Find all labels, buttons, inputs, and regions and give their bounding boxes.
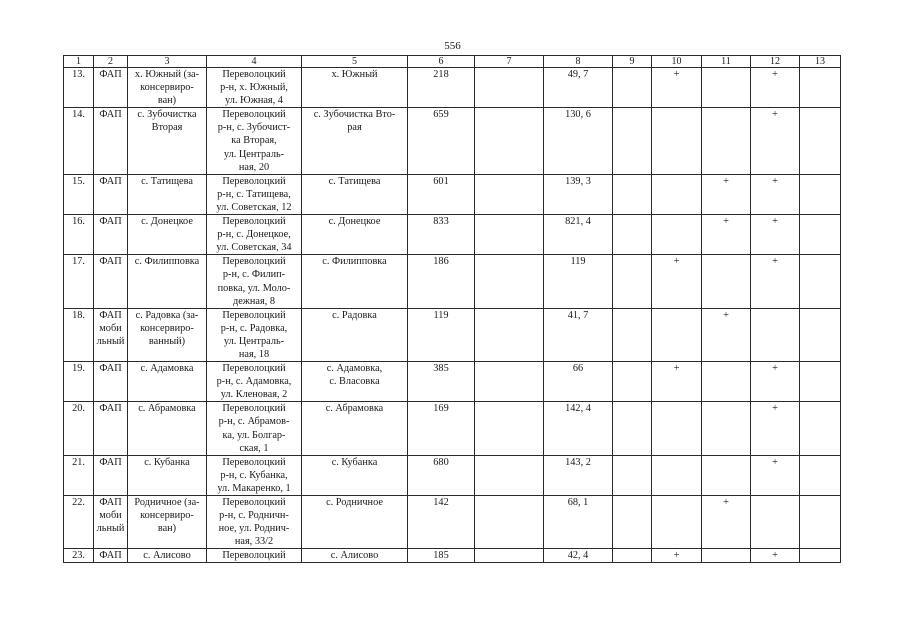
facility-name-cell-line: с. Кубанка <box>144 456 190 468</box>
address-cell-line: ная, 33/2 <box>234 536 274 548</box>
table-row <box>64 455 841 495</box>
column-header: 8 <box>544 56 613 68</box>
column-header: 12 <box>751 56 800 68</box>
column-9-cell <box>613 455 652 495</box>
served-settlements-cell <box>302 455 408 495</box>
facility-type-cell <box>94 255 128 308</box>
column-header: 11 <box>702 56 751 68</box>
column-9-cell <box>613 174 652 214</box>
facility-type-cell-line: ФАП <box>99 403 122 415</box>
area-cell: 142, 4 <box>544 402 613 455</box>
row-number-cell: 15. <box>64 174 94 214</box>
facility-type-cell <box>94 402 128 455</box>
address-cell-line: ул. Централь- <box>223 335 285 347</box>
column-11-mark-cell <box>702 68 751 108</box>
facility-name-cell-line: с. Адамовка <box>140 363 194 375</box>
column-13-cell <box>800 174 841 214</box>
address-cell <box>207 68 302 108</box>
column-7-cell <box>475 455 544 495</box>
address-cell-line: Переволоцкий <box>222 256 286 268</box>
address-cell-line: р-н, с. Радовка, <box>220 322 288 334</box>
address-cell <box>207 549 302 563</box>
facility-name-cell-line: консервиро- <box>140 322 194 334</box>
column-header: 6 <box>408 56 475 68</box>
population-cell: 119 <box>408 308 475 361</box>
address-cell-line: ная, 18 <box>238 348 270 360</box>
served-settlements-cell-line: с. Татищева <box>328 175 381 187</box>
address-cell-line: Переволоцкий <box>222 550 286 562</box>
population-cell: 385 <box>408 362 475 402</box>
facility-name-cell <box>128 362 207 402</box>
address-cell-line: Переволоцкий <box>222 497 286 508</box>
facility-name-cell-line: Родничное (за- <box>134 497 200 508</box>
served-settlements-cell-line: рая <box>347 122 362 134</box>
area-cell: 49, 7 <box>544 68 613 108</box>
address-cell <box>207 255 302 308</box>
facility-type-cell-line: моби <box>99 322 122 334</box>
facility-name-cell-line: ван) <box>157 95 177 107</box>
column-13-cell <box>800 496 841 549</box>
column-9-cell <box>613 108 652 174</box>
facility-name-cell <box>128 308 207 361</box>
row-number-cell: 20. <box>64 402 94 455</box>
column-9-cell <box>613 496 652 549</box>
address-cell-line: Переволоцкий <box>222 456 286 468</box>
header-row <box>64 56 841 68</box>
column-header: 3 <box>128 56 207 68</box>
column-11-mark-cell <box>702 255 751 308</box>
column-10-mark-cell <box>652 174 702 214</box>
column-12-mark-cell: + <box>751 402 800 455</box>
facility-name-cell-line: с. Татищева <box>141 175 193 187</box>
facility-name-cell <box>128 174 207 214</box>
facility-name-cell <box>128 215 207 255</box>
facility-name-cell <box>128 455 207 495</box>
row-number-cell: 22. <box>64 496 94 549</box>
column-12-mark-cell: + <box>751 455 800 495</box>
column-11-mark-cell <box>702 549 751 563</box>
row-number-cell: 14. <box>64 108 94 174</box>
facility-name-cell-line: ванный) <box>148 335 186 347</box>
served-settlements-cell <box>302 402 408 455</box>
column-7-cell <box>475 496 544 549</box>
column-10-mark-cell <box>652 108 702 174</box>
address-cell-line: Переволоцкий <box>222 309 286 321</box>
facility-type-cell <box>94 496 128 549</box>
served-settlements-cell-line: с. Донецкое <box>328 216 381 228</box>
served-settlements-cell-line: х. Южный <box>331 69 378 80</box>
address-cell-line: ул. Централь- <box>223 148 285 160</box>
facility-type-cell <box>94 362 128 402</box>
facility-type-cell <box>94 215 128 255</box>
address-cell-line: Переволоцкий <box>222 403 286 415</box>
served-settlements-cell <box>302 215 408 255</box>
facility-type-cell-line: ФАП <box>99 363 122 375</box>
column-12-mark-cell: + <box>751 215 800 255</box>
served-settlements-cell-line: с. Алисово <box>330 550 379 562</box>
address-cell-line: Переволоцкий <box>222 109 286 121</box>
column-13-cell <box>800 108 841 174</box>
row-number-cell: 17. <box>64 255 94 308</box>
served-settlements-cell-line: с. Кубанка <box>331 456 378 468</box>
column-11-mark-cell <box>702 455 751 495</box>
population-cell: 601 <box>408 174 475 214</box>
column-13-cell <box>800 402 841 455</box>
table-row <box>64 496 841 549</box>
column-9-cell <box>613 362 652 402</box>
facility-type-cell <box>94 455 128 495</box>
column-13-cell <box>800 362 841 402</box>
facility-type-cell-line: ФАП <box>99 109 122 121</box>
column-12-mark-cell: + <box>751 174 800 214</box>
facility-type-cell-line: льный <box>96 335 125 347</box>
column-13-cell <box>800 215 841 255</box>
address-cell-line: ка Вторая, <box>231 135 277 147</box>
column-13-cell <box>800 68 841 108</box>
address-cell-line: Переволоцкий <box>222 363 286 375</box>
column-11-mark-cell <box>702 362 751 402</box>
table-row <box>64 174 841 214</box>
facility-type-cell-line: ФАП <box>99 69 122 80</box>
column-12-mark-cell <box>751 308 800 361</box>
address-cell <box>207 402 302 455</box>
served-settlements-cell <box>302 362 408 402</box>
address-cell-line: р-н, с. Адамовка, <box>216 376 292 388</box>
column-9-cell <box>613 549 652 563</box>
facility-name-cell-line: Вторая <box>151 122 183 134</box>
served-settlements-cell-line: с. Адамовка, <box>326 363 383 375</box>
column-12-mark-cell: + <box>751 549 800 563</box>
column-7-cell <box>475 108 544 174</box>
facility-name-cell <box>128 255 207 308</box>
address-cell-line: р-н, с. Татищева, <box>217 188 291 200</box>
address-cell <box>207 308 302 361</box>
population-cell: 659 <box>408 108 475 174</box>
facility-type-cell-line: льный <box>96 523 125 535</box>
address-cell-line: Переволоцкий <box>222 175 286 187</box>
facility-type-cell-line: ФАП <box>99 216 122 228</box>
facility-register-table <box>63 55 841 563</box>
population-cell: 218 <box>408 68 475 108</box>
address-cell-line: р-н, с. Кубанка, <box>220 469 288 481</box>
column-11-mark-cell: + <box>702 215 751 255</box>
column-header: 7 <box>475 56 544 68</box>
address-cell-line: ул. Южная, 4 <box>225 95 283 107</box>
served-settlements-cell-line: с. Родничное <box>326 497 383 508</box>
column-12-mark-cell: + <box>751 255 800 308</box>
column-header: 5 <box>302 56 408 68</box>
address-cell-line: ная, 20 <box>238 161 270 173</box>
column-7-cell <box>475 362 544 402</box>
facility-name-cell-line: х. Южный (за- <box>134 69 200 80</box>
address-cell-line: Переволоцкий <box>222 216 286 228</box>
column-header: 13 <box>800 56 841 68</box>
column-7-cell <box>475 549 544 563</box>
column-header: 1 <box>64 56 94 68</box>
area-cell: 143, 2 <box>544 455 613 495</box>
column-11-mark-cell: + <box>702 174 751 214</box>
population-cell: 142 <box>408 496 475 549</box>
area-cell: 139, 3 <box>544 174 613 214</box>
column-12-mark-cell <box>751 496 800 549</box>
area-cell: 119 <box>544 255 613 308</box>
facility-name-cell-line: с. Филипповка <box>134 256 200 268</box>
column-12-mark-cell: + <box>751 108 800 174</box>
column-9-cell <box>613 68 652 108</box>
area-cell: 42, 4 <box>544 549 613 563</box>
row-number-cell: 13. <box>64 68 94 108</box>
column-11-mark-cell <box>702 402 751 455</box>
address-cell-line: р-н, х. Южный, <box>220 82 288 94</box>
served-settlements-cell-line: с. Филипповка <box>322 256 387 268</box>
column-12-mark-cell: + <box>751 362 800 402</box>
facility-name-cell-line: с. Абрамовка <box>138 403 196 415</box>
served-settlements-cell <box>302 108 408 174</box>
table-row <box>64 402 841 455</box>
table-row <box>64 108 841 174</box>
address-cell <box>207 496 302 549</box>
page-number: 556 <box>444 40 461 52</box>
served-settlements-cell <box>302 308 408 361</box>
column-11-mark-cell: + <box>702 496 751 549</box>
table-row <box>64 308 841 361</box>
address-cell-line: р-н, с. Абрамов- <box>218 416 290 428</box>
address-cell-line: ул. Кленовая, 2 <box>220 389 288 401</box>
served-settlements-cell-line: с. Зубочистка Вто- <box>313 109 396 121</box>
facility-type-cell <box>94 549 128 563</box>
area-cell: 41, 7 <box>544 308 613 361</box>
column-7-cell <box>475 402 544 455</box>
address-cell-line: ка, ул. Болгар- <box>222 429 286 441</box>
address-cell <box>207 174 302 214</box>
facility-name-cell-line: с. Радовка (за- <box>135 309 199 321</box>
column-header: 2 <box>94 56 128 68</box>
facility-type-cell-line: ФАП <box>99 497 122 508</box>
address-cell-line: р-н, с. Родничн- <box>219 510 289 522</box>
column-13-cell <box>800 455 841 495</box>
column-header: 9 <box>613 56 652 68</box>
served-settlements-cell-line: с. Абрамовка <box>325 403 384 415</box>
address-cell-line: ская, 1 <box>239 442 269 454</box>
column-10-mark-cell: + <box>652 549 702 563</box>
address-cell-line: р-н, с. Филип- <box>222 269 286 281</box>
population-cell: 833 <box>408 215 475 255</box>
column-9-cell <box>613 308 652 361</box>
served-settlements-cell-line: с. Власовка <box>329 376 380 388</box>
area-cell: 66 <box>544 362 613 402</box>
table-row <box>64 255 841 308</box>
population-cell: 680 <box>408 455 475 495</box>
facility-name-cell-line: с. Алисово <box>143 550 191 562</box>
column-10-mark-cell <box>652 215 702 255</box>
address-cell-line: р-н, с. Зубочист- <box>217 122 291 134</box>
column-header: 10 <box>652 56 702 68</box>
served-settlements-cell <box>302 496 408 549</box>
facility-name-cell-line: консервиро- <box>140 82 194 94</box>
facility-type-cell-line: ФАП <box>99 309 122 321</box>
population-cell: 185 <box>408 549 475 563</box>
facility-name-cell-line: ван) <box>157 523 177 535</box>
table-row <box>64 362 841 402</box>
column-7-cell <box>475 215 544 255</box>
area-cell: 68, 1 <box>544 496 613 549</box>
facility-type-cell <box>94 174 128 214</box>
address-cell <box>207 215 302 255</box>
column-10-mark-cell: + <box>652 68 702 108</box>
column-7-cell <box>475 68 544 108</box>
column-10-mark-cell: + <box>652 362 702 402</box>
column-9-cell <box>613 255 652 308</box>
facility-type-cell-line: ФАП <box>99 175 122 187</box>
served-settlements-cell <box>302 68 408 108</box>
facility-name-cell <box>128 496 207 549</box>
facility-name-cell-line: с. Зубочистка <box>137 109 197 121</box>
facility-name-cell <box>128 108 207 174</box>
column-10-mark-cell <box>652 308 702 361</box>
address-cell-line: р-н, с. Донецкое, <box>217 229 291 241</box>
facility-name-cell <box>128 549 207 563</box>
column-13-cell <box>800 549 841 563</box>
column-13-cell <box>800 308 841 361</box>
facility-name-cell-line: консервиро- <box>140 510 194 522</box>
table-row <box>64 215 841 255</box>
address-cell-line: дежная, 8 <box>232 295 276 307</box>
column-7-cell <box>475 308 544 361</box>
served-settlements-cell <box>302 174 408 214</box>
facility-type-cell-line: ФАП <box>99 456 122 468</box>
served-settlements-cell <box>302 549 408 563</box>
column-13-cell <box>800 255 841 308</box>
column-11-mark-cell: + <box>702 308 751 361</box>
facility-type-cell-line: ФАП <box>99 550 122 562</box>
column-10-mark-cell: + <box>652 255 702 308</box>
facility-name-cell <box>128 402 207 455</box>
table-row <box>64 68 841 108</box>
column-10-mark-cell <box>652 402 702 455</box>
column-7-cell <box>475 174 544 214</box>
address-cell <box>207 362 302 402</box>
address-cell-line: повка, ул. Моло- <box>217 282 291 294</box>
column-header: 4 <box>207 56 302 68</box>
address-cell <box>207 455 302 495</box>
address-cell-line: ное, ул. Роднич- <box>218 523 290 535</box>
area-cell: 821, 4 <box>544 215 613 255</box>
column-10-mark-cell <box>652 496 702 549</box>
row-number-cell: 19. <box>64 362 94 402</box>
row-number-cell: 16. <box>64 215 94 255</box>
facility-type-cell <box>94 108 128 174</box>
address-cell-line: ул. Советская, 34 <box>216 242 292 254</box>
column-9-cell <box>613 215 652 255</box>
served-settlements-cell-line: с. Радовка <box>332 309 377 321</box>
column-11-mark-cell <box>702 108 751 174</box>
population-cell: 169 <box>408 402 475 455</box>
column-9-cell <box>613 402 652 455</box>
population-cell: 186 <box>408 255 475 308</box>
served-settlements-cell <box>302 255 408 308</box>
facility-name-cell-line: с. Донецкое <box>141 216 193 228</box>
facility-type-cell <box>94 308 128 361</box>
table-row <box>64 549 841 563</box>
column-12-mark-cell: + <box>751 68 800 108</box>
facility-type-cell <box>94 68 128 108</box>
column-7-cell <box>475 255 544 308</box>
row-number-cell: 18. <box>64 308 94 361</box>
address-cell-line: Переволоцкий <box>222 69 286 80</box>
facility-type-cell-line: ФАП <box>99 256 122 268</box>
column-10-mark-cell <box>652 455 702 495</box>
facility-type-cell-line: моби <box>99 510 122 522</box>
address-cell-line: ул. Макаренко, 1 <box>217 482 291 494</box>
facility-name-cell <box>128 68 207 108</box>
row-number-cell: 23. <box>64 549 94 563</box>
row-number-cell: 21. <box>64 455 94 495</box>
area-cell: 130, 6 <box>544 108 613 174</box>
address-cell-line: ул. Советская, 12 <box>216 201 292 213</box>
address-cell <box>207 108 302 174</box>
